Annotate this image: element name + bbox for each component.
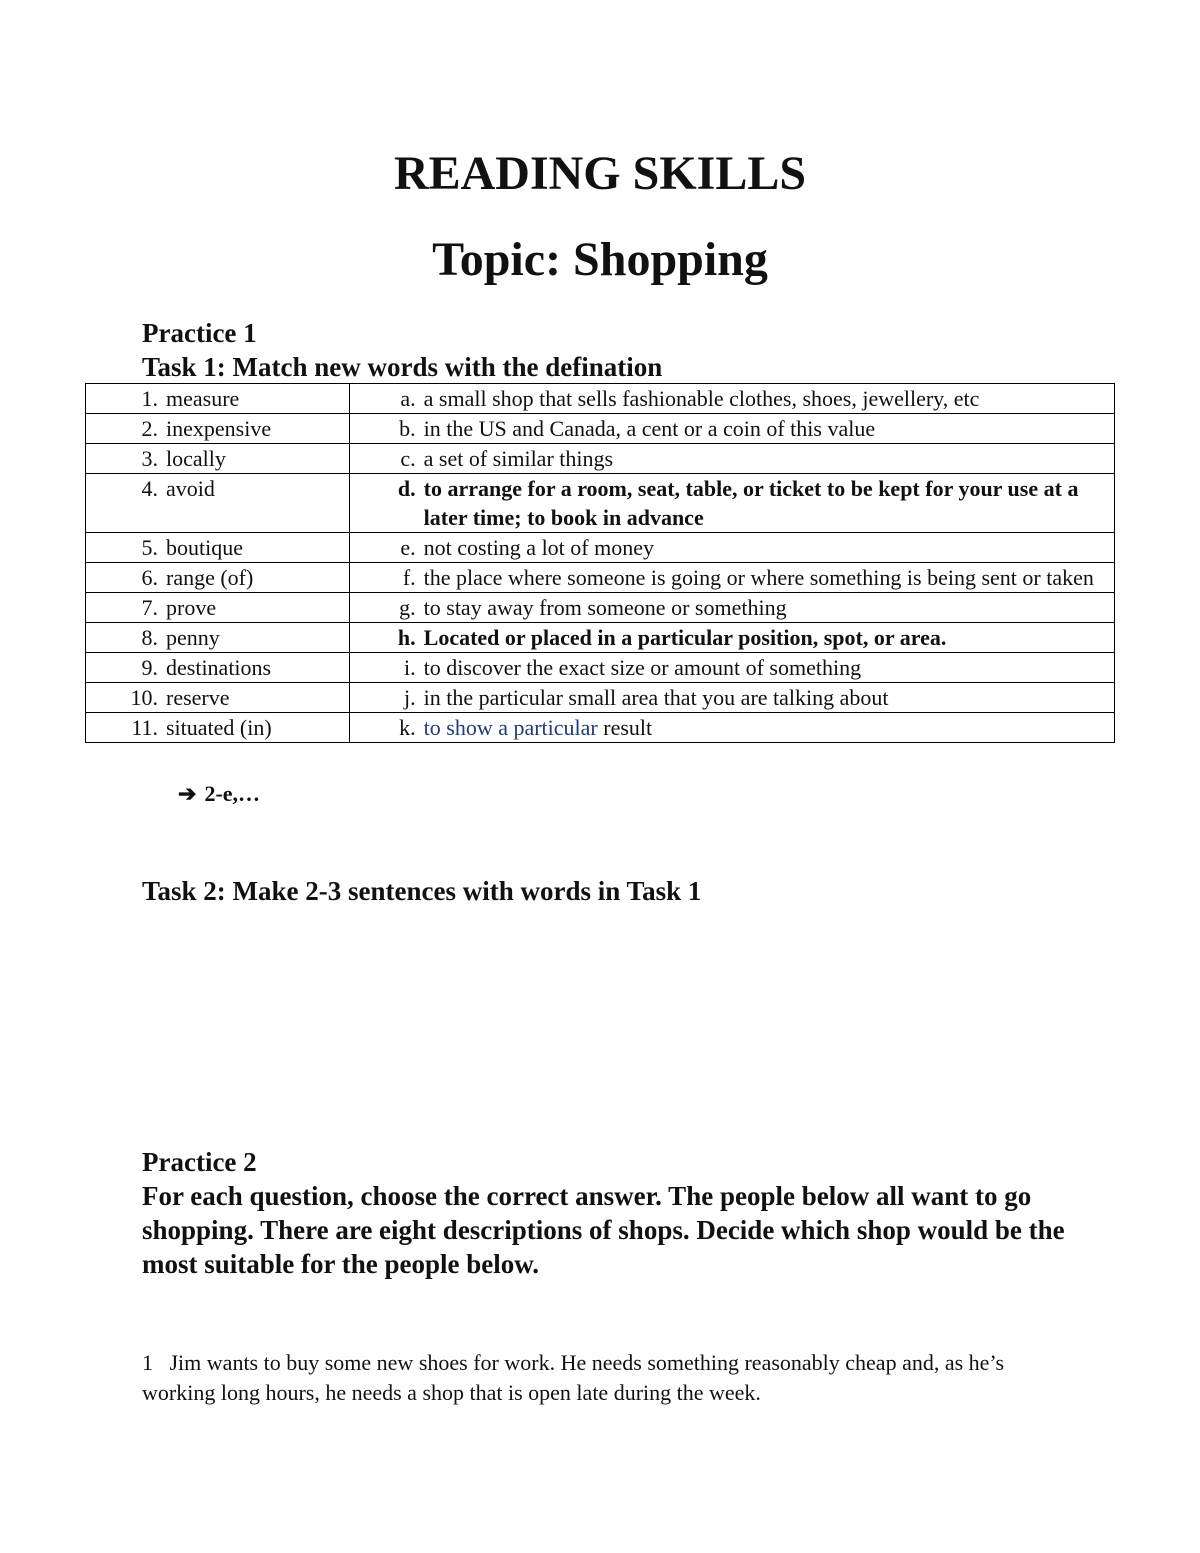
definition-cell: [349, 444, 1114, 474]
definition-letter: i.: [404, 655, 416, 680]
definition-text: not costing a lot of money: [423, 535, 654, 560]
definition-text: to discover the exact size or amount of something: [423, 655, 862, 680]
vocab-word: inexpensive: [166, 416, 272, 441]
definition-text: in the US and Canada, a cent or a coin of this value: [423, 416, 876, 441]
practice-2-heading: Practice 2: [142, 1147, 257, 1177]
question-1: 1 Jim wants to buy some new shoes for work. He needs something reasonably cheap and, as he’s working long hours, he needs a shop that is open late during the week.: [142, 1350, 1010, 1405]
definition-cell: [349, 474, 1114, 533]
table-row: [86, 384, 1115, 414]
vocab-word: penny: [166, 625, 220, 650]
vocab-word: locally: [166, 446, 226, 471]
vocab-word: avoid: [166, 476, 215, 501]
table-row: [86, 563, 1115, 593]
definition-letter: c.: [400, 446, 416, 471]
word-cell: [86, 683, 350, 713]
answer-example: [178, 779, 260, 808]
vocab-word: range (of): [166, 565, 254, 590]
table-row: [86, 623, 1115, 653]
word-number: 4.: [141, 476, 158, 501]
table-row: [86, 474, 1115, 533]
task-2-heading: Task 2: Make 2-3 sentences with words in Task 1: [142, 876, 702, 906]
vocab-word: destinations: [166, 655, 272, 680]
definition-cell: [349, 593, 1114, 623]
word-number: 10.: [130, 685, 158, 710]
word-number: 8.: [141, 625, 158, 650]
definition-letter: j.: [404, 685, 416, 710]
definition-letter: a.: [400, 386, 416, 411]
arrow-right-icon: ➔: [178, 781, 197, 806]
vocab-word: situated (in): [166, 715, 272, 740]
table-row: [86, 713, 1115, 743]
word-cell: [86, 623, 350, 653]
vocab-word: boutique: [166, 535, 243, 560]
document-title: READING SKILLS: [393, 147, 807, 200]
word-cell: [86, 533, 350, 563]
table-row: [86, 414, 1115, 444]
word-cell: [86, 653, 350, 683]
definition-cell: [349, 623, 1114, 653]
word-number: 11.: [131, 715, 158, 740]
definition-text: to arrange for a room, seat, table, or ticket to be kept for your use at a later time; to book in advance: [423, 476, 1079, 530]
definition-cell: [349, 653, 1114, 683]
table-row: [86, 653, 1115, 683]
definition-cell: [349, 533, 1114, 563]
definition-letter: e.: [400, 535, 416, 560]
word-cell: [86, 713, 350, 743]
definition-cell: [349, 683, 1114, 713]
word-cell: [86, 444, 350, 474]
practice-1-heading: Practice 1: [142, 318, 257, 348]
word-number: 5.: [141, 535, 158, 560]
definition-cell: [349, 414, 1114, 444]
word-cell: [86, 414, 350, 444]
word-cell: [86, 563, 350, 593]
definition-letter: h.: [397, 625, 416, 650]
definition-letter: f.: [402, 565, 416, 590]
answer-example-text: 2-e,…: [204, 781, 261, 806]
definition-text-rest: result: [597, 715, 653, 740]
definition-letter: d.: [397, 476, 416, 501]
vocab-word: reserve: [166, 685, 230, 710]
definition-text: in the particular small area that you are talking about: [423, 685, 889, 710]
table-row: [86, 444, 1115, 474]
task-1-heading: Task 1: Match new words with the defination: [142, 352, 663, 382]
definition-letter: g.: [399, 595, 416, 620]
definition-text: a small shop that sells fashionable clothes, shoes, jewellery, etc: [423, 386, 980, 411]
word-cell: [86, 593, 350, 623]
word-cell: [86, 474, 350, 533]
word-number: 7.: [141, 595, 158, 620]
topic-title: Topic: Shopping: [432, 233, 768, 286]
table-row: [86, 593, 1115, 623]
word-cell: [86, 384, 350, 414]
matching-table: [85, 383, 1115, 743]
definition-cell: [349, 384, 1114, 414]
definition-cell: [349, 713, 1114, 743]
word-number: 3.: [141, 446, 158, 471]
word-number: 2.: [141, 416, 158, 441]
definition-cell: [349, 563, 1114, 593]
definition-text: [424, 713, 1114, 742]
vocab-word: measure: [166, 386, 240, 411]
table-row: [86, 683, 1115, 713]
definition-text: to stay away from someone or something: [423, 595, 787, 620]
word-number: 1.: [141, 386, 158, 411]
definition-letter: k.: [399, 715, 416, 740]
definition-letter: b.: [399, 416, 416, 441]
vocab-word: prove: [166, 595, 217, 620]
table-row: [86, 533, 1115, 563]
definition-text: Located or placed in a particular position, spot, or area.: [423, 625, 947, 650]
word-number: 6.: [141, 565, 158, 590]
word-number: 9.: [141, 655, 158, 680]
definition-text: a set of similar things: [423, 446, 614, 471]
definition-text-blue: to show a particular: [423, 715, 598, 740]
practice-2-instructions: For each question, choose the correct answer. The people below all want to go shopping. There are eight descriptions of shops. Decide which shop would be the most suitable for the people below.: [142, 1181, 1065, 1279]
definition-text: the place where someone is going or where something is being sent or taken: [423, 565, 1094, 590]
